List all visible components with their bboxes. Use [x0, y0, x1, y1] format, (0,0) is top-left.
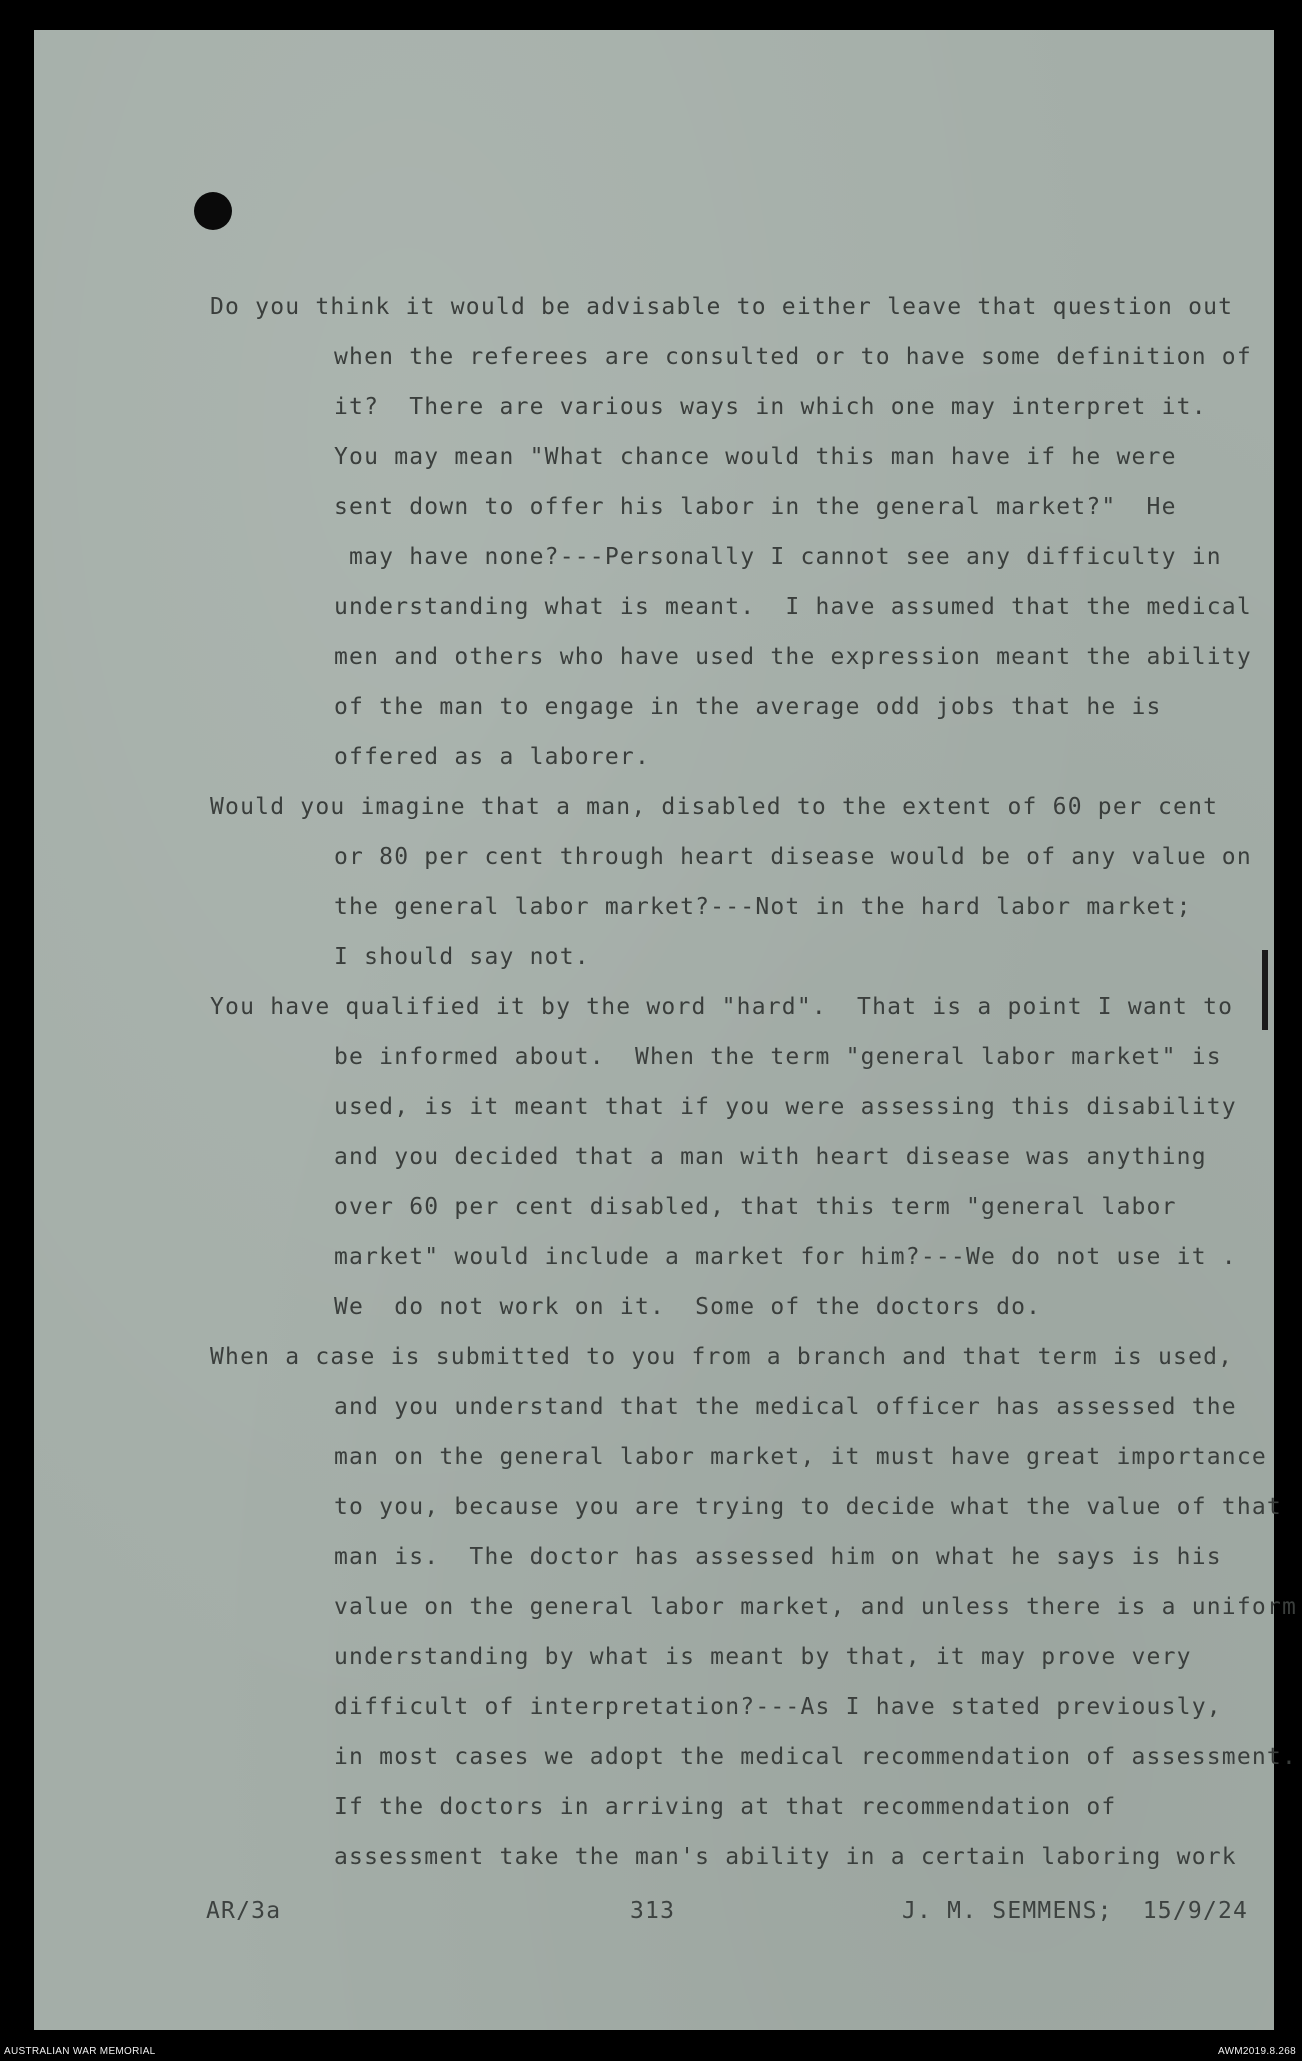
text-line: sent down to offer his labor in the general market?" He — [334, 494, 1177, 520]
text-line: and you decided that a man with heart disease was anything — [334, 1144, 1207, 1170]
footer-page-number: 313 — [630, 1898, 676, 1924]
text-line: it? There are various ways in which one may interpret it. — [334, 394, 1207, 420]
text-line: when the referees are consulted or to have some definition of — [334, 344, 1252, 370]
footer-witness-date: J. M. SEMMENS; 15/9/24 — [902, 1898, 1249, 1924]
text-line: over 60 per cent disabled, that this term "general labor — [334, 1194, 1177, 1220]
text-line: men and others who have used the expression meant the ability — [334, 644, 1252, 670]
text-line: or 80 per cent through heart disease would be of any value on — [334, 844, 1252, 870]
text-line: You have qualified it by the word "hard". That is a point I want to — [210, 994, 1234, 1020]
text-line: be informed about. When the term "general labor market" is — [334, 1044, 1222, 1070]
text-line: of the man to engage in the average odd jobs that he is — [334, 694, 1162, 720]
text-line: assessment take the man's ability in a certain laboring work — [334, 1844, 1237, 1870]
text-line: Would you imagine that a man, disabled to the extent of 60 per cent — [210, 794, 1219, 820]
text-line: used, is it meant that if you were assessing this disability — [334, 1094, 1237, 1120]
paper-edge-mark — [1262, 950, 1268, 1030]
text-line: offered as a laborer. — [334, 744, 650, 770]
text-line: in most cases we adopt the medical recommendation of assessment. — [334, 1744, 1298, 1770]
text-line: When a case is submitted to you from a branch and that term is used, — [210, 1344, 1234, 1370]
text-line: If the doctors in arriving at that recommendation of — [334, 1794, 1117, 1820]
text-line: We do not work on it. Some of the doctors do. — [334, 1294, 1042, 1320]
punch-hole — [194, 192, 232, 230]
text-line: man is. The doctor has assessed him on what he says is his — [334, 1544, 1222, 1570]
document-page — [34, 30, 1298, 2030]
text-line: value on the general labor market, and unless there is a uniform — [334, 1594, 1298, 1620]
text-line: difficult of interpretation?---As I have stated previously, — [334, 1694, 1222, 1720]
text-line: man on the general labor market, it must have great importance — [334, 1444, 1267, 1470]
text-line: may have none?---Personally I cannot see any difficulty in — [334, 544, 1222, 570]
text-line: Do you think it would be advisable to either leave that question out — [210, 294, 1234, 320]
credit-left: AUSTRALIAN WAR MEMORIAL — [4, 2046, 156, 2057]
text-line: understanding by what is meant by that, it may prove very — [334, 1644, 1192, 1670]
text-line: market" would include a market for him?---We do not use it . — [334, 1244, 1237, 1270]
text-line: understanding what is meant. I have assumed that the medical — [334, 594, 1252, 620]
credit-right: AWM2019.8.268 — [1217, 2046, 1296, 2057]
text-line: I should say not. — [334, 944, 590, 970]
footer-reference: AR/3a — [206, 1898, 282, 1924]
text-line: to you, because you are trying to decide what the value of that — [334, 1494, 1282, 1520]
text-line: and you understand that the medical officer has assessed the — [334, 1394, 1237, 1420]
text-line: the general labor market?---Not in the hard labor market; — [334, 894, 1192, 920]
text-line: You may mean "What chance would this man have if he were — [334, 444, 1177, 470]
